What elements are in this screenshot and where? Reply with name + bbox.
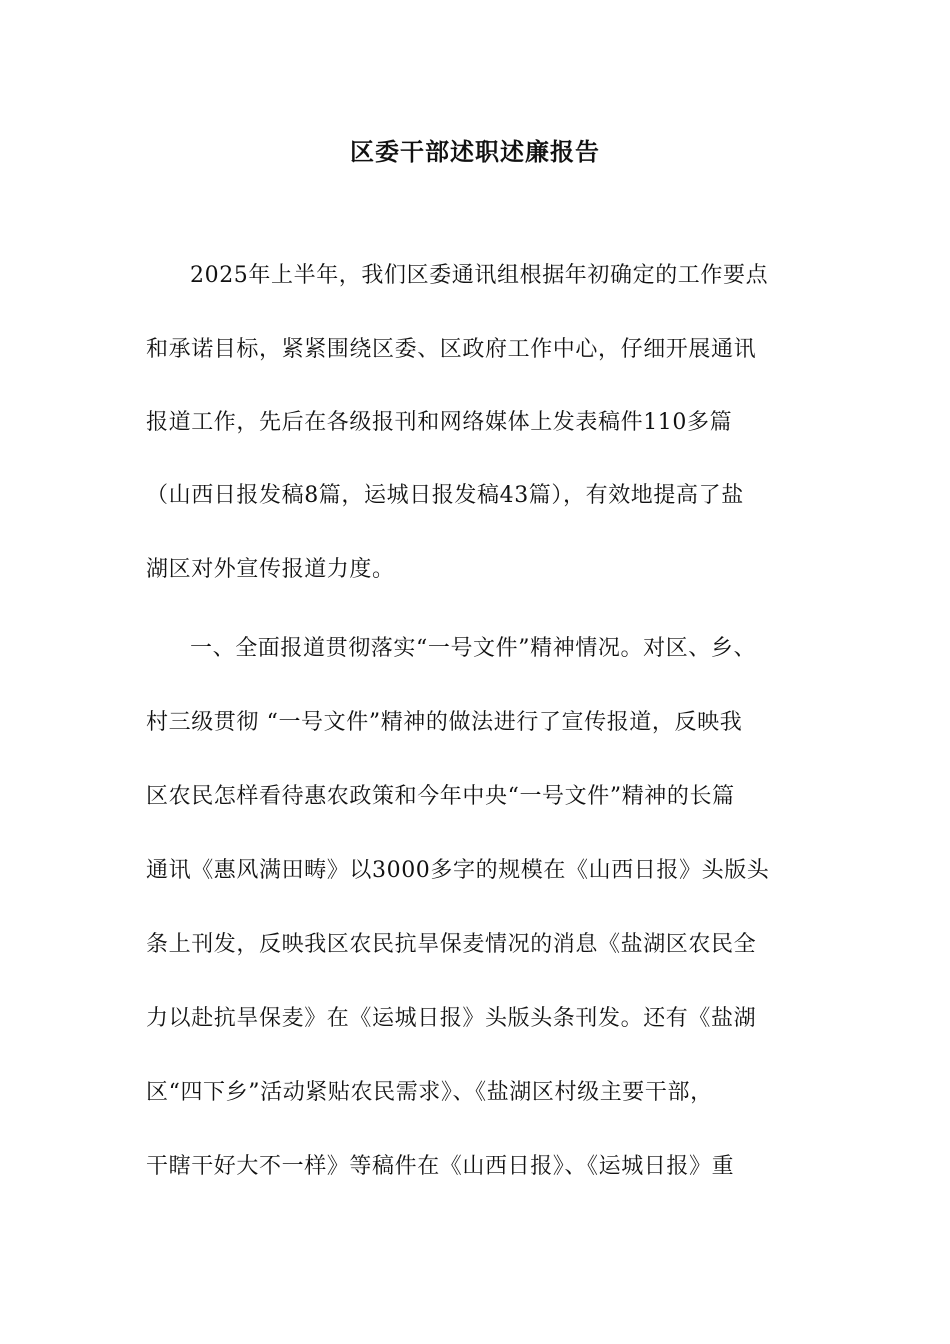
paragraph-line: 报道工作，先后在各级报刊和网络媒体上发表稿件110多篇 [146,410,733,435]
paragraph-line: 区农民怎样看待惠农政策和今年中央“一号文件”精神的长篇 [146,784,735,809]
paragraph-line: 湖区对外宣传报道力度。 [146,557,395,582]
document-title: 区委干部述职述廉报告 [350,137,600,166]
paragraph-line: 干瞎干好大不一样》等稿件在《山西日报》、《运城日报》重 [146,1154,735,1179]
paragraph-line: 通讯《惠风满田畴》以3000多字的规模在《山西日报》头版头 [146,858,770,883]
paragraph-line: 区“四下乡”活动紧贴农民需求》、《盐湖区村级主要干部， [146,1080,713,1105]
paragraph-line: 村三级贯彻 “一号文件”精神的做法进行了宣传报道，反映我 [146,710,743,735]
paragraph-line: 和承诺目标，紧紧围绕区委、区政府工作中心，仔细开展通讯 [146,337,757,362]
paragraph-line: 2025年上半年，我们区委通讯组根据年初确定的工作要点 [190,263,769,288]
paragraph-line: 条上刊发，反映我区农民抗旱保麦情况的消息《盐湖区农民全 [146,932,757,957]
paragraph-line: 一、全面报道贯彻落实“一号文件”精神情况。对区、乡、 [190,636,757,661]
paragraph-line: （山西日报发稿8篇，运城日报发稿43篇），有效地提高了盐 [146,483,744,508]
paragraph-line: 力以赴抗旱保麦》在《运城日报》头版头条刊发。还有《盐湖 [146,1006,757,1031]
